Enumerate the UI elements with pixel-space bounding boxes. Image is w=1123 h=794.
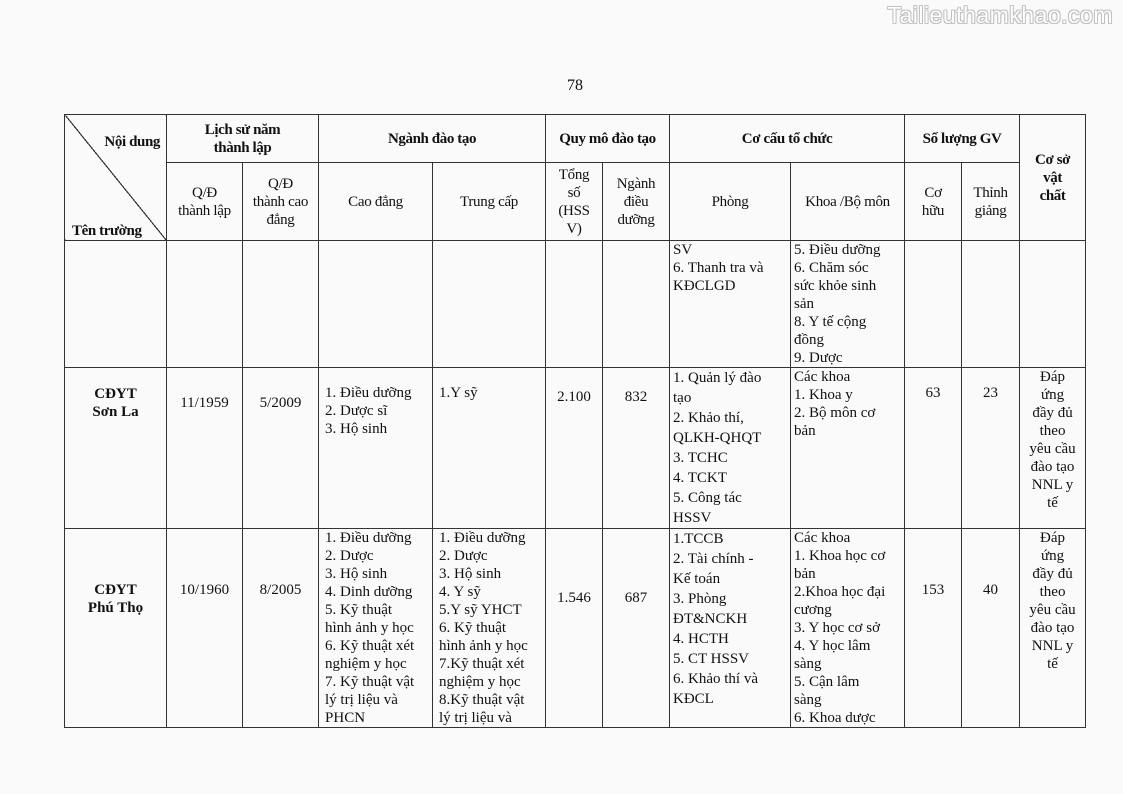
cell-permanent: 153 [905,529,962,728]
cell-nursing: 832 [603,368,670,529]
table-row [65,368,1086,529]
cell-facilities: Đáp ứng đầy đủ theo yêu cầu đào tạo NNL y tế [1020,529,1086,728]
cell-qd-college: 8/2005 [243,529,319,728]
cell-faculty: 5. Điều dưỡng 6. Chăm sóc sức khỏe sinh sản 8. Y tế cộng đồng 9. Dược [791,241,905,368]
header-teachers: Số lượng GV [905,115,1020,163]
header-structure: Cơ cấu tổ chức [670,115,905,163]
cell-nursing: 687 [603,529,670,728]
diagonal-header-cell [65,115,167,241]
header-school-name: Tên trường [72,223,142,239]
cell-total: 2.100 [546,368,603,529]
table-row [65,241,1086,368]
header-facilities: Cơ sở vật chất [1020,115,1086,241]
header-visiting: Thỉnh giảng [962,163,1020,241]
cell-visiting: 40 [962,529,1020,728]
header-row-2 [65,163,1086,241]
table-row [65,529,1086,728]
cell-faculty: Các khoa 1. Khoa y 2. Bộ môn cơ bản [791,368,905,529]
cell-total [546,241,603,368]
header-qd-college: Q/Đ thành cao đẳng [243,163,319,241]
cell-intermediate [433,241,546,368]
cell-total: 1.546 [546,529,603,728]
cell-visiting [962,241,1020,368]
header-history: Lịch sử năm thành lập [167,115,319,163]
cell-visiting: 23 [962,368,1020,529]
cell-intermediate: 1. Điều dưỡng 2. Dược 3. Hộ sinh 4. Y sỹ 5.Y sỹ YHCT 6. Kỹ thuật hình ảnh y học 7.Kỹ thuật xét nghiệm y học 8.Kỹ thuật vật lý trị liệu và [433,529,546,728]
cell-intermediate: 1.Y sỹ [433,368,546,529]
cell-college [319,241,433,368]
header-content: Nội dung [104,134,160,150]
schools-table [64,114,1086,728]
cell-school: CĐYT Phú Thọ [65,529,167,728]
cell-qd-founding: 10/1960 [167,529,243,728]
cell-nursing [603,241,670,368]
cell-college: 1. Điều dưỡng 2. Dược sĩ 3. Hộ sinh [319,368,433,529]
cell-qd-founding: 11/1959 [167,368,243,529]
cell-college: 1. Điều dưỡng 2. Dược 3. Hộ sinh 4. Dinh dưỡng 5. Kỹ thuật hình ảnh y học 6. Kỹ thuật xét nghiệm y học 7. Kỹ thuật vật lý trị liệu và PHCN [319,529,433,728]
cell-rooms: 1. Quản lý đào tạo 2. Khảo thí, QLKH-QHQT 3. TCHC 4. TCKT 5. Công tác HSSV [670,368,791,529]
cell-school: CĐYT Sơn La [65,368,167,529]
header-permanent: Cơ hữu [905,163,962,241]
watermark: Tailieuthamkhao.com [887,2,1113,28]
header-majors: Ngành đào tạo [319,115,546,163]
cell-rooms: 1.TCCB 2. Tài chính - Kế toán 3. Phòng ĐT&NCKH 4. HCTH 5. CT HSSV 6. Khảo thí và KĐCL [670,529,791,728]
cell-facilities: Đáp ứng đầy đủ theo yêu cầu đào tạo NNL y tế [1020,368,1086,529]
cell-qd-college: 5/2009 [243,368,319,529]
page-number: 78 [567,77,583,94]
header-rooms: Phòng [670,163,791,241]
header-qd-founding: Q/Đ thành lập [167,163,243,241]
cell-permanent [905,241,962,368]
cell-qd-college [243,241,319,368]
cell-school [65,241,167,368]
cell-permanent: 63 [905,368,962,529]
header-scale: Quy mô đào tạo [546,115,670,163]
cell-qd-founding [167,241,243,368]
header-faculty: Khoa /Bộ môn [791,163,905,241]
cell-faculty: Các khoa 1. Khoa học cơ bản 2.Khoa học đại cương 3. Y học cơ sở 4. Y học lâm sàng 5. Cận lâm sàng 6. Khoa dược [791,529,905,728]
header-row-1 [65,115,1086,163]
header-intermediate: Trung cấp [433,163,546,241]
header-college: Cao đẳng [319,163,433,241]
cell-rooms: SV 6. Thanh tra và KĐCLGD [670,241,791,368]
cell-facilities [1020,241,1086,368]
header-nursing: Ngành điều dưỡng [603,163,670,241]
header-total: Tổng số (HSS V) [546,163,603,241]
